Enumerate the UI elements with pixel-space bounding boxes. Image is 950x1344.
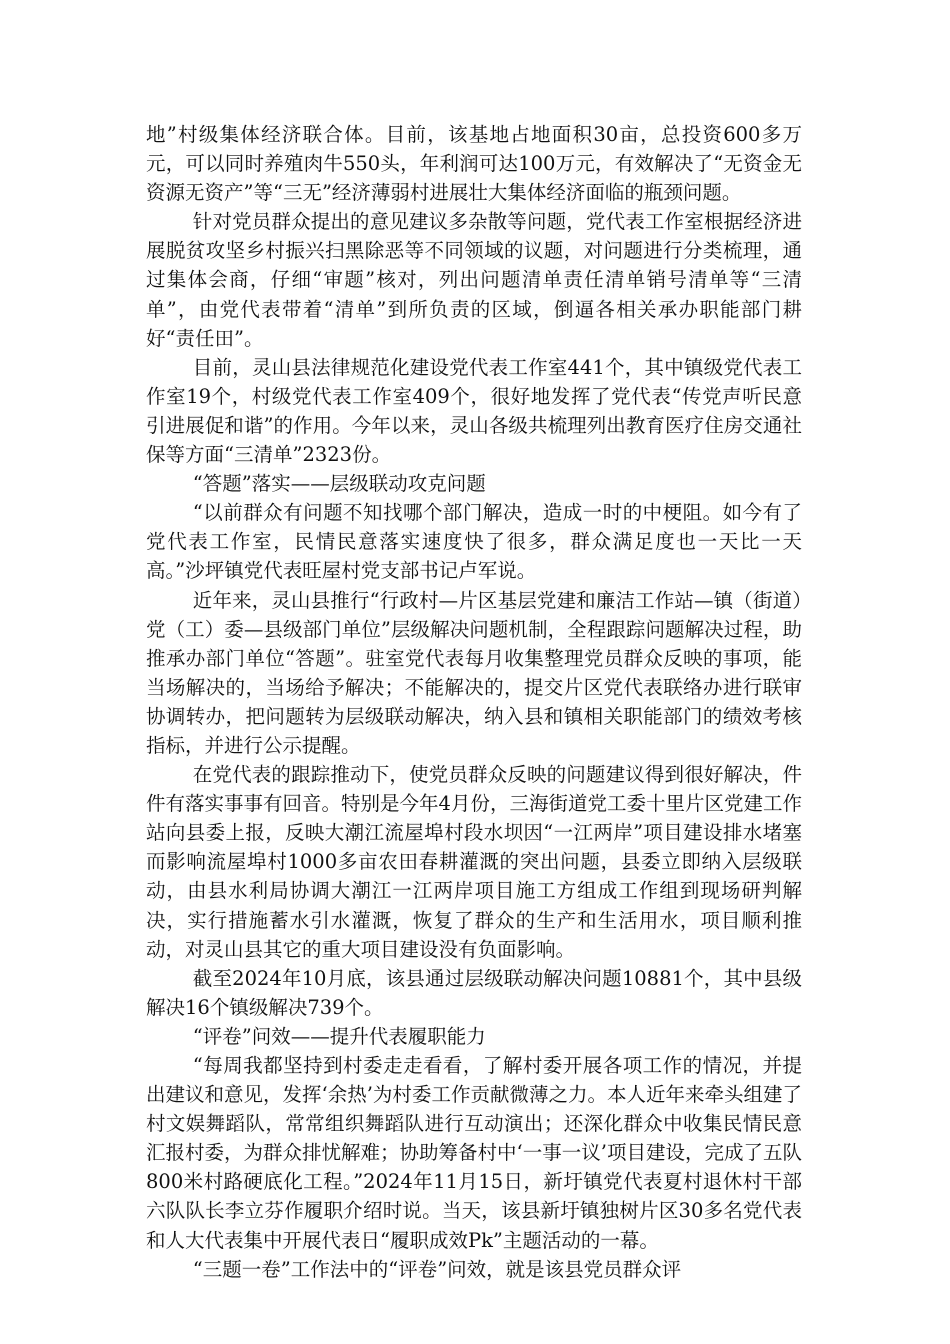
paragraph: 截至2024年10月底，该县通过层级联动解决问题10881个，其中县级解决16个镇级解决739个。 [146,966,802,1019]
section-heading-evaluate: “评卷”问效——提升代表履职能力 [192,1024,486,1048]
paragraph-continued: 地”村级集体经济联合体。目前，该基地占地面积30亩，总投资600多万元，可以同时养殖肉牛550头，年利润可达100万元，有效解决了“无资金无资源无资产”等“三无”经济薄弱村进展壮大集体经济面临的瓶颈问题。 [146,123,802,205]
document-body [146,120,802,1284]
paragraph: 针对党员群众提出的意见建议多杂散等问题，党代表工作室根据经济进展脱贫攻坚乡村振兴扫黑除恶等不同领域的议题，对问题进行分类梳理，通过集体会商，仔细“审题”核对，列出问题清单责任清单销号清单等“三清单”，由党代表带着“清单”到所负责的区域，倒逼各相关承办职能部门耕好“责任田”。 [146,210,802,350]
paragraph: 目前，灵山县法律规范化建设党代表工作室441个，其中镇级党代表工作室19个，村级党代表工作室409个，很好地发挥了党代表“传党声听民意引进展促和谐”的作用。今年以来，灵山各级共梳理列出教育医疗住房交通社保等方面“三清单”2323份。 [146,355,802,467]
paragraph: 在党代表的跟踪推动下，使党员群众反映的问题建议得到很好解决，件件有落实事事有回音。特别是今年4月份，三海街道党工委十里片区党建工作站向县委上报，反映大潮江流屋埠村段水坝因“一江两岸”项目建设排水堵塞而影响流屋埠村1000多亩农田春耕灌溉的突出问题，县委立即纳入层级联动，由县水利局协调大潮江一江两岸项目施工方组成工作组到现场研判解决，实行措施蓄水引水灌溉，恢复了群众的生产和生活用水，项目顺利推动，对灵山县其它的重大项目建设没有负面影响。 [146,763,802,961]
paragraph: “以前群众有问题不知找哪个部门解决，造成一时的中梗阻。如今有了党代表工作室，民情民意落实速度快了很多，群众满足度也一天比一天高。”沙坪镇党代表旺屋村党支部书记卢军说。 [146,501,802,583]
section-heading-answer: “答题”落实——层级联动攻克问题 [192,472,486,496]
paragraph: “每周我都坚持到村委走走看看，了解村委开展各项工作的情况，并提出建议和意见，发挥‘余热’为村委工作贡献微薄之力。本人近年来牵头组建了村文娱舞蹈队，常常组织舞蹈队进行互动演出；还深化群众中收集民情民意汇报村委，为群众排忧解难；协助筹备村中‘一事一议’项目建设，完成了五队800米村路硬底化工程。”2024年11月15日，新圩镇党代表夏村退休村干部六队队长李立芬作履职介绍时说。当天，该县新圩镇独树片区30多名党代表和人大代表集中开展代表日“履职成效Pk”主题活动的一幕。 [146,1054,802,1252]
paragraph: 近年来，灵山县推行“行政村—片区基层党建和廉洁工作站—镇（街道）党（工）委—县级部门单位”层级解决问题机制，全程跟踪问题解决过程，助推承办部门单位“答题”。驻室党代表每月收集整理党员群众反映的事项，能当场解决的，当场给予解决；不能解决的，提交片区党代表联络办进行联审协调转办，把问题转为层级联动解决，纳入县和镇相关职能部门的绩效考核指标，并进行公示提醒。 [146,588,802,757]
paragraph: “三题一卷”工作法中的“评卷”问效，就是该县党员群众评 [192,1257,682,1281]
